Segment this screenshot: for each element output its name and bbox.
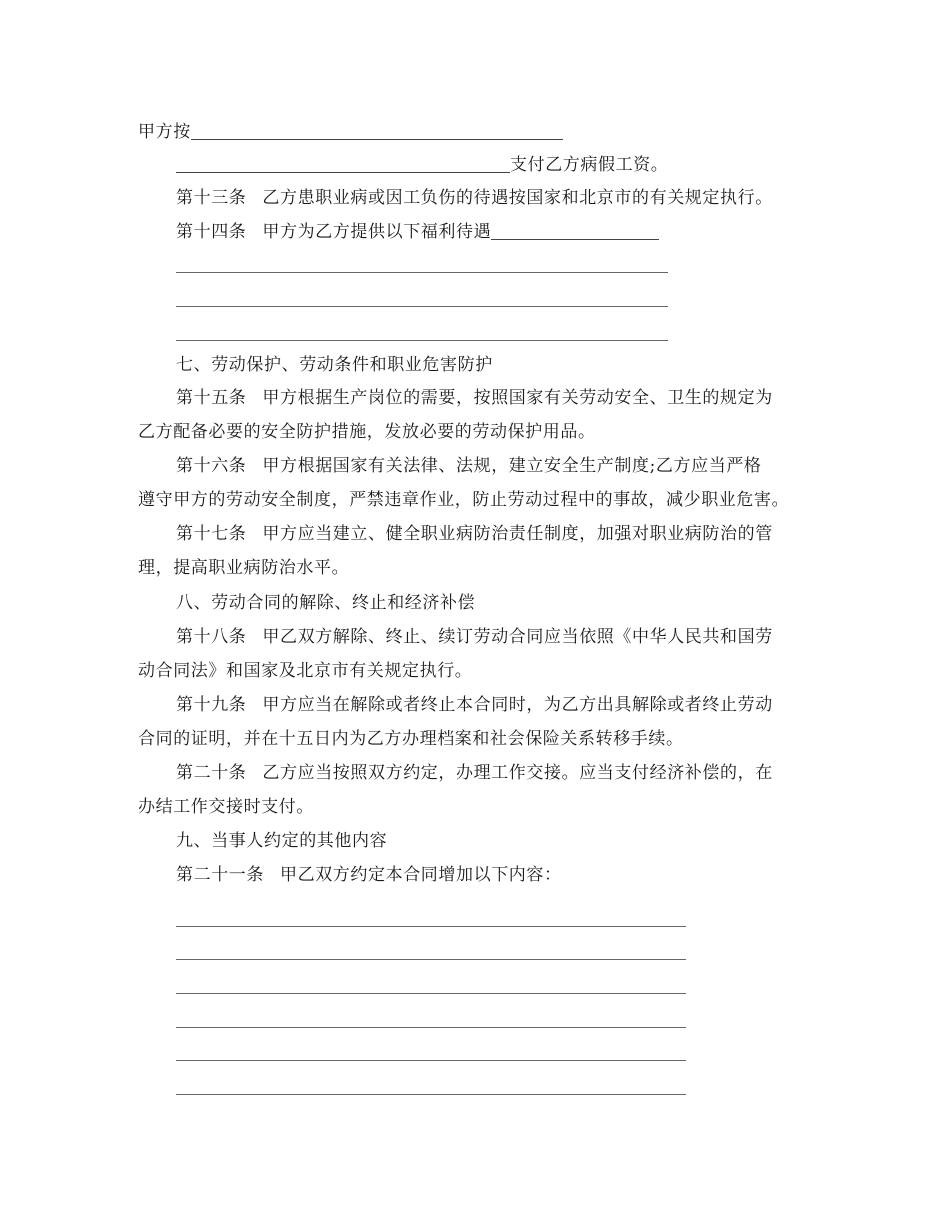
blank-rule: [176, 1027, 686, 1028]
article-number: 第十七条: [176, 524, 247, 544]
fill-blank: [191, 121, 563, 140]
blank-rule: [176, 926, 686, 927]
article-text: 理，提高职业病防治水平。: [138, 558, 350, 578]
blank-rule: [176, 959, 686, 960]
article-text: 乙方应当按照双方约定，办理工作交接。应当支付经济补偿的，在: [262, 763, 773, 783]
paragraph-line: [138, 660, 818, 682]
line-text: 甲方按: [138, 122, 191, 142]
article-14: [176, 221, 818, 243]
section-heading-7: [176, 354, 818, 376]
line-text: 支付乙方病假工资。: [510, 155, 669, 175]
paragraph-line: [138, 796, 818, 818]
article-text: 办结工作交接时支付。: [138, 797, 314, 817]
article-text: 甲乙双方解除、终止、续订劳动合同应当依照《中华人民共和国劳: [262, 627, 773, 647]
article-16: [176, 455, 818, 477]
paragraph-line: [138, 121, 818, 143]
article-18: [176, 626, 818, 648]
paragraph-line: [138, 557, 818, 579]
article-number: 第二十一条: [176, 865, 264, 885]
section-heading-8: [176, 592, 818, 614]
blank-rule: [176, 306, 668, 307]
article-number: 第十五条: [176, 388, 247, 408]
fill-blank: [491, 221, 659, 240]
article-19: [176, 694, 818, 716]
article-number: 第十六条: [176, 456, 247, 476]
article-text: 甲方应当在解除或者终止本合同时，为乙方出具解除或者终止劳动: [262, 695, 773, 715]
article-13: [176, 187, 818, 209]
article-text: 合同的证明，并在十五日内为乙方办理档案和社会保险关系转移手续。: [138, 729, 684, 749]
paragraph-line: [138, 728, 818, 750]
article-text: 乙方配备必要的安全防护措施，发放必要的劳动保护用品。: [138, 422, 596, 442]
blank-rule: [176, 1094, 686, 1095]
blank-rule: [176, 993, 686, 994]
article-number: 第十三条: [176, 188, 247, 208]
article-text: 乙方患职业病或因工负伤的待遇按国家和北京市的有关规定执行。: [262, 188, 773, 208]
article-number: 第十八条: [176, 627, 247, 647]
section-title: 七、劳动保护、劳动条件和职业危害防护: [176, 355, 493, 375]
article-text: 甲方应当建立、健全职业病防治责任制度，加强对职业病防治的管: [262, 524, 773, 544]
article-text: 甲方为乙方提供以下福利待遇: [262, 222, 492, 242]
paragraph-line: [176, 154, 818, 176]
fill-blank: [176, 154, 510, 173]
section-title: 八、劳动合同的解除、终止和经济补偿: [176, 593, 476, 613]
section-heading-9: [176, 830, 818, 852]
article-17: [176, 523, 818, 545]
article-15: [176, 387, 818, 409]
article-number: 第二十条: [176, 763, 247, 783]
article-text: 甲方根据生产岗位的需要，按照国家有关劳动安全、卫生的规定为: [262, 388, 773, 408]
article-20: [176, 762, 818, 784]
article-21: [176, 864, 818, 886]
article-text: 遵守甲方的劳动安全制度，严禁违章作业，防止劳动过程中的事故，减少职业危害。: [138, 490, 790, 510]
article-number: 第十九条: [176, 695, 247, 715]
article-text: 甲乙双方约定本合同增加以下内容：: [280, 865, 562, 885]
blank-rule: [176, 1060, 686, 1061]
section-title: 九、当事人约定的其他内容: [176, 831, 388, 851]
article-text: 动合同法》和国家及北京市有关规定执行。: [138, 661, 473, 681]
blank-rule: [176, 340, 668, 341]
paragraph-line: [138, 489, 818, 511]
article-number: 第十四条: [176, 222, 247, 242]
paragraph-line: [138, 421, 818, 443]
article-text: 甲方根据国家有关法律、法规，建立安全生产制度;乙方应当严格: [262, 456, 762, 476]
blank-rule: [176, 272, 668, 273]
